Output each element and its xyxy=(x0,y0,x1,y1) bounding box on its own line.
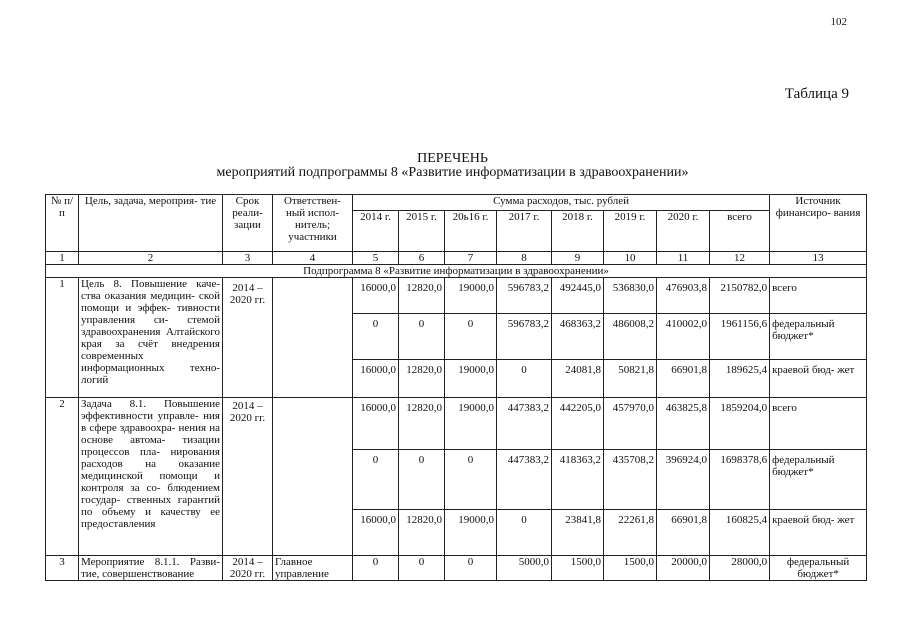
col-number: 11 xyxy=(657,252,710,265)
funding-source: федеральный бюджет* xyxy=(770,556,867,581)
table-row xyxy=(46,398,867,450)
value-cell: 596783,2 xyxy=(497,314,552,360)
header-sum: Сумма расходов, тыс. рублей xyxy=(353,195,770,211)
row-number: 2 xyxy=(46,398,79,556)
row-term: 2014 – 2020 гг. xyxy=(223,398,273,556)
value-cell: 28000,0 xyxy=(710,556,770,581)
table-row xyxy=(46,278,867,314)
value-cell: 12820,0 xyxy=(399,360,445,398)
col-number: 8 xyxy=(497,252,552,265)
row-description: Цель 8. Повышение каче- ства оказания медицин- ской помощи и эффек- тивности управления си- стемой здравоохранения Алтайского края за счёт внедрения современных информационных техно- логий xyxy=(79,278,223,398)
value-cell: 442205,0 xyxy=(552,398,604,450)
header-total: всего xyxy=(710,211,770,252)
value-cell: 19000,0 xyxy=(445,510,497,556)
col-number: 1 xyxy=(46,252,79,265)
value-cell: 0 xyxy=(497,360,552,398)
header-year-2014: 2014 г. xyxy=(353,211,399,252)
subprogram-row xyxy=(46,265,867,278)
measures-table xyxy=(45,194,867,581)
document-title xyxy=(0,152,905,180)
value-cell: 0 xyxy=(445,314,497,360)
value-cell: 0 xyxy=(399,556,445,581)
value-cell: 1500,0 xyxy=(552,556,604,581)
value-cell: 16000,0 xyxy=(353,510,399,556)
value-cell: 1961156,6 xyxy=(710,314,770,360)
header-row-1 xyxy=(46,195,867,211)
header-year-2019: 2019 г. xyxy=(604,211,657,252)
col-number: 4 xyxy=(273,252,353,265)
header-goal: Цель, задача, мероприя- тие xyxy=(79,195,223,252)
header-year-2020: 2020 г. xyxy=(657,211,710,252)
value-cell: 418363,2 xyxy=(552,450,604,510)
funding-source: краевой бюд- жет xyxy=(770,360,867,398)
value-cell: 476903,8 xyxy=(657,278,710,314)
header-num: № п/п xyxy=(46,195,79,252)
value-cell: 463825,8 xyxy=(657,398,710,450)
funding-source: всего xyxy=(770,398,867,450)
funding-source: федеральный бюджет* xyxy=(770,450,867,510)
title-line-2: мероприятий подпрограммы 8 «Развитие информатизации в здравоохранении» xyxy=(216,165,689,180)
title-line-1: ПЕРЕЧЕНЬ xyxy=(417,151,488,166)
value-cell: 435708,2 xyxy=(604,450,657,510)
col-number: 12 xyxy=(710,252,770,265)
value-cell: 0 xyxy=(445,450,497,510)
row-number: 1 xyxy=(46,278,79,398)
funding-source: краевой бюд- жет xyxy=(770,510,867,556)
header-term: Срок реали- зации xyxy=(223,195,273,252)
row-number: 3 xyxy=(46,556,79,581)
value-cell: 492445,0 xyxy=(552,278,604,314)
value-cell: 1500,0 xyxy=(604,556,657,581)
value-cell: 5000,0 xyxy=(497,556,552,581)
row-responsible xyxy=(273,398,353,556)
funding-source: всего xyxy=(770,278,867,314)
value-cell: 16000,0 xyxy=(353,360,399,398)
value-cell: 24081,8 xyxy=(552,360,604,398)
col-number: 5 xyxy=(353,252,399,265)
header-year-2015: 2015 г. xyxy=(399,211,445,252)
row-responsible: Главное управление xyxy=(273,556,353,581)
value-cell: 50821,8 xyxy=(604,360,657,398)
header-year-2016: 20ь16 г. xyxy=(445,211,497,252)
header-year-2017: 2017 г. xyxy=(497,211,552,252)
value-cell: 0 xyxy=(497,510,552,556)
value-cell: 12820,0 xyxy=(399,398,445,450)
funding-source: федеральный бюджет* xyxy=(770,314,867,360)
col-number: 6 xyxy=(399,252,445,265)
row-term: 2014 – 2020 гг. xyxy=(223,556,273,581)
table-row xyxy=(46,556,867,581)
col-number: 3 xyxy=(223,252,273,265)
value-cell: 468363,2 xyxy=(552,314,604,360)
row-term: 2014 – 2020 гг. xyxy=(223,278,273,398)
value-cell: 2150782,0 xyxy=(710,278,770,314)
row-description: Мероприятие 8.1.1. Разви- тие, совершенствование xyxy=(79,556,223,581)
value-cell: 66901,8 xyxy=(657,510,710,556)
value-cell: 66901,8 xyxy=(657,360,710,398)
header-year-2018: 2018 г. xyxy=(552,211,604,252)
col-number: 10 xyxy=(604,252,657,265)
header-responsible: Ответствен- ный испол- нитель; участники xyxy=(273,195,353,252)
value-cell: 396924,0 xyxy=(657,450,710,510)
subprogram-title: Подпрограмма 8 «Развитие информатизации в здравоохранении» xyxy=(46,265,867,278)
value-cell: 189625,4 xyxy=(710,360,770,398)
value-cell: 0 xyxy=(399,314,445,360)
value-cell: 20000,0 xyxy=(657,556,710,581)
value-cell: 0 xyxy=(353,314,399,360)
col-number: 13 xyxy=(770,252,867,265)
row-responsible xyxy=(273,278,353,398)
col-number: 9 xyxy=(552,252,604,265)
col-number: 2 xyxy=(79,252,223,265)
value-cell: 160825,4 xyxy=(710,510,770,556)
value-cell: 486008,2 xyxy=(604,314,657,360)
value-cell: 0 xyxy=(353,450,399,510)
value-cell: 536830,0 xyxy=(604,278,657,314)
value-cell: 19000,0 xyxy=(445,398,497,450)
value-cell: 16000,0 xyxy=(353,278,399,314)
value-cell: 22261,8 xyxy=(604,510,657,556)
header-source: Источник финансиро- вания xyxy=(770,195,867,252)
value-cell: 447383,2 xyxy=(497,450,552,510)
row-description: Задача 8.1. Повышение эффективности управле- ния в сфере здравоохра- нения на основе автома- тизации процессов пла- нирования расходов на оказание медицинской помощи и контроля за со- блюдением государ- ственных гарантий по объему и качеству ее предоставления xyxy=(79,398,223,556)
col-number: 7 xyxy=(445,252,497,265)
value-cell: 16000,0 xyxy=(353,398,399,450)
value-cell: 0 xyxy=(399,450,445,510)
value-cell: 457970,0 xyxy=(604,398,657,450)
value-cell: 0 xyxy=(353,556,399,581)
value-cell: 447383,2 xyxy=(497,398,552,450)
value-cell: 410002,0 xyxy=(657,314,710,360)
table-label: Таблица 9 xyxy=(784,86,849,102)
value-cell: 0 xyxy=(445,556,497,581)
value-cell: 12820,0 xyxy=(399,510,445,556)
value-cell: 596783,2 xyxy=(497,278,552,314)
value-cell: 19000,0 xyxy=(445,360,497,398)
page-number: 102 xyxy=(830,16,847,28)
value-cell: 12820,0 xyxy=(399,278,445,314)
value-cell: 1859204,0 xyxy=(710,398,770,450)
value-cell: 1698378,6 xyxy=(710,450,770,510)
value-cell: 23841,8 xyxy=(552,510,604,556)
value-cell: 19000,0 xyxy=(445,278,497,314)
column-number-row xyxy=(46,252,867,265)
